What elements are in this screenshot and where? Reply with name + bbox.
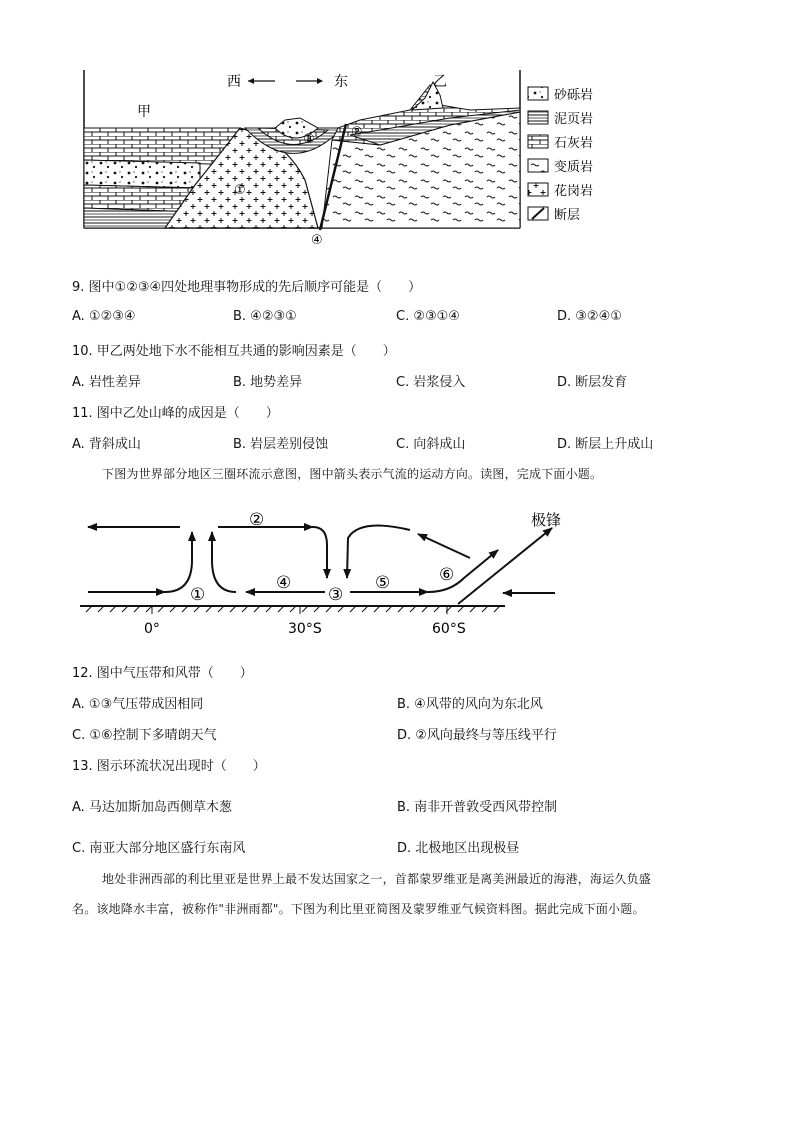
q9-option-b[interactable]: B. ④②③① bbox=[233, 309, 297, 324]
circle-2: ② bbox=[249, 510, 265, 530]
q9-option-d[interactable]: D. ③②④① bbox=[557, 309, 622, 324]
q10-stem: 10. 甲乙两处地下水不能相互共通的影响因素是（ ） bbox=[72, 344, 396, 359]
q13-option-d[interactable]: D. 北极地区出现极昼 bbox=[397, 841, 520, 856]
q13-stem: 13. 图示环流状况出现时（ ） bbox=[72, 759, 266, 774]
legend-label: 变质岩 bbox=[554, 160, 594, 175]
legend-label: 石灰岩 bbox=[554, 136, 594, 151]
q13-option-b[interactable]: B. 南非开普敦受西风带控制 bbox=[397, 800, 558, 815]
gravel-icon bbox=[528, 87, 548, 100]
lat-60s: 60°S bbox=[432, 621, 466, 637]
intro-liberia-line1: 地处非洲西部的利比里亚是世界上最不发达国家之一，首都蒙罗维亚是离美洲最近的海港，海运久负盛 bbox=[102, 872, 652, 886]
q12-option-d[interactable]: D. ②风向最终与等压线平行 bbox=[397, 728, 557, 743]
marker-2: ② bbox=[351, 125, 363, 140]
metamorphic-icon bbox=[528, 159, 548, 172]
circle-4: ④ bbox=[276, 573, 292, 593]
lat-0: 0° bbox=[144, 621, 160, 637]
circle-6: ⑥ bbox=[439, 565, 455, 585]
q11-option-b[interactable]: B. 岩层差别侵蚀 bbox=[233, 437, 329, 452]
marker-3: ③ bbox=[303, 132, 315, 147]
circle-5: ⑤ bbox=[375, 573, 391, 593]
shale-icon bbox=[528, 111, 548, 124]
label-west: 西 bbox=[227, 74, 241, 90]
q10-option-c[interactable]: C. 岩浆侵入 bbox=[396, 375, 466, 390]
circle-1: ① bbox=[190, 585, 206, 605]
granite-icon bbox=[528, 183, 548, 196]
q13-option-a[interactable]: A. 马达加斯加岛西侧草木葱 bbox=[72, 800, 232, 815]
label-yi: 乙 bbox=[433, 74, 447, 90]
q11-stem: 11. 图中乙处山峰的成因是（ ） bbox=[72, 406, 279, 421]
legend-label: 泥页岩 bbox=[554, 112, 594, 127]
legend-label: 砂砾岩 bbox=[554, 88, 594, 103]
q9-stem: 9. 图中①②③④四处地理事物形成的先后顺序可能是（ ） bbox=[72, 280, 422, 295]
legend bbox=[528, 87, 593, 223]
q10-option-b[interactable]: B. 地势差异 bbox=[233, 375, 303, 390]
circulation-figure bbox=[0, 490, 794, 650]
intro-circulation: 下图为世界部分地区三圈环流示意图，图中箭头表示气流的运动方向。读图，完成下面小题。 bbox=[102, 467, 603, 481]
q11-option-c[interactable]: C. 向斜成山 bbox=[396, 437, 466, 452]
label-east: 东 bbox=[334, 74, 348, 90]
q10-option-d[interactable]: D. 断层发育 bbox=[557, 375, 628, 390]
q11-option-d[interactable]: D. 断层上升成山 bbox=[557, 437, 654, 452]
circle-3: ③ bbox=[328, 585, 344, 605]
marker-4: ④ bbox=[311, 233, 323, 248]
q12-option-a[interactable]: A. ①③气压带成因相同 bbox=[72, 697, 204, 712]
legend-label: 断层 bbox=[554, 208, 581, 223]
limestone-icon bbox=[528, 135, 548, 148]
lat-30s: 30°S bbox=[288, 621, 322, 637]
q12-option-c[interactable]: C. ①⑥控制下多晴朗天气 bbox=[72, 728, 217, 743]
legend-label: 花岗岩 bbox=[554, 184, 594, 199]
q10-option-a[interactable]: A. 岩性差异 bbox=[72, 375, 141, 390]
q9-option-a[interactable]: A. ①②③④ bbox=[72, 309, 136, 324]
label-jia: 甲 bbox=[137, 104, 151, 120]
q12-option-b[interactable]: B. ④风带的风向为东北风 bbox=[397, 697, 543, 712]
intro-liberia-line2: 名。该地降水丰富，被称作"非洲雨都"。下图为利比里亚简图及蒙罗维亚气候资料图。据此完成下面小题。 bbox=[72, 902, 645, 916]
q11-option-a[interactable]: A. 背斜成山 bbox=[72, 437, 141, 452]
marker-1: ① bbox=[234, 183, 246, 198]
q9-option-c[interactable]: C. ②③①④ bbox=[396, 309, 460, 324]
geologic-section-figure bbox=[0, 0, 794, 250]
polar-front-label: 极锋 bbox=[531, 511, 562, 529]
q13-option-c[interactable]: C. 南亚大部分地区盛行东南风 bbox=[72, 841, 246, 856]
q12-stem: 12. 图中气压带和风带（ ） bbox=[72, 666, 253, 681]
